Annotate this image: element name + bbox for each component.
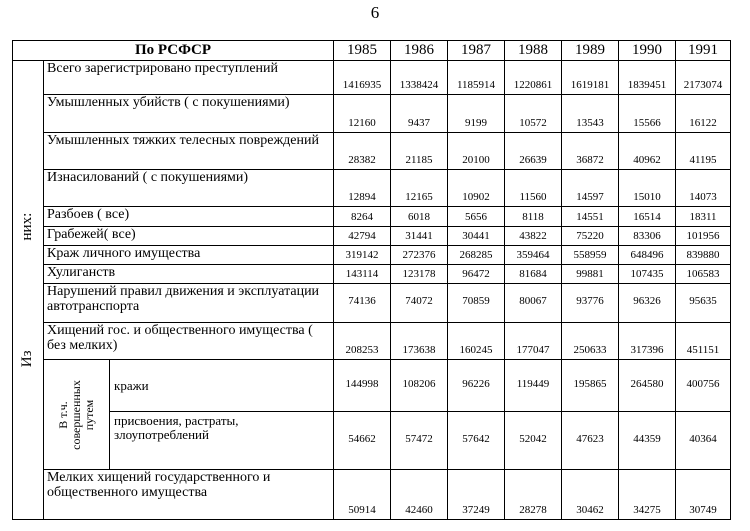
value-cell: 5656 xyxy=(448,207,505,227)
value-cell: 160245 xyxy=(448,323,505,360)
row-label: кражи xyxy=(110,360,334,412)
value-cell: 40364 xyxy=(676,412,731,470)
table-row-injuries xyxy=(13,133,731,170)
value-cell: 317396 xyxy=(619,323,676,360)
value-cell: 6018 xyxy=(391,207,448,227)
value-cell: 16122 xyxy=(676,95,731,133)
row-label: Грабежей( все) xyxy=(44,227,334,246)
value-cell: 12160 xyxy=(334,95,391,133)
value-cell: 21185 xyxy=(391,133,448,170)
value-cell: 14597 xyxy=(562,170,619,207)
row-label: Нарушений правил движения и эксплуатации автотранспорта xyxy=(44,284,334,323)
table-row-murders xyxy=(13,95,731,133)
value-cell: 37249 xyxy=(448,470,505,520)
value-cell: 8264 xyxy=(334,207,391,227)
row-label: присвоения, растраты, злоупотреблений xyxy=(110,412,334,470)
page-number: 6 xyxy=(370,3,380,22)
value-cell: 80067 xyxy=(505,284,562,323)
value-cell: 1338424 xyxy=(391,61,448,95)
value-cell: 43822 xyxy=(505,227,562,246)
subgroup-label-line: путем xyxy=(82,399,97,430)
year-header: 1988 xyxy=(505,41,562,61)
table-row-hooliganism xyxy=(13,265,731,284)
value-cell: 41195 xyxy=(676,133,731,170)
value-cell: 81684 xyxy=(505,265,562,284)
value-cell: 14073 xyxy=(676,170,731,207)
value-cell: 36872 xyxy=(562,133,619,170)
row-label: Умышленных убийств ( с покушениями) xyxy=(44,95,334,133)
value-cell: 57642 xyxy=(448,412,505,470)
value-cell: 50914 xyxy=(334,470,391,520)
table-row-petty-theft xyxy=(13,470,731,520)
value-cell: 119449 xyxy=(505,360,562,412)
value-cell: 9199 xyxy=(448,95,505,133)
value-cell: 1839451 xyxy=(619,61,676,95)
value-cell: 107435 xyxy=(619,265,676,284)
value-cell: 74072 xyxy=(391,284,448,323)
value-cell: 99881 xyxy=(562,265,619,284)
row-label: Мелких хищений государственного и общественного имущества xyxy=(44,470,334,520)
value-cell: 15010 xyxy=(619,170,676,207)
value-cell: 28278 xyxy=(505,470,562,520)
row-label: Краж личного имущества xyxy=(44,246,334,265)
value-cell: 319142 xyxy=(334,246,391,265)
value-cell: 20100 xyxy=(448,133,505,170)
value-cell: 9437 xyxy=(391,95,448,133)
value-cell: 558959 xyxy=(562,246,619,265)
header-row xyxy=(13,41,731,61)
year-header: 1986 xyxy=(391,41,448,61)
value-cell: 177047 xyxy=(505,323,562,360)
value-cell: 250633 xyxy=(562,323,619,360)
value-cell: 208253 xyxy=(334,323,391,360)
value-cell: 16514 xyxy=(619,207,676,227)
value-cell: 14551 xyxy=(562,207,619,227)
value-cell: 648496 xyxy=(619,246,676,265)
value-cell: 451151 xyxy=(676,323,731,360)
value-cell: 28382 xyxy=(334,133,391,170)
value-cell: 15566 xyxy=(619,95,676,133)
table-row-muggings xyxy=(13,227,731,246)
value-cell: 75220 xyxy=(562,227,619,246)
value-cell: 195865 xyxy=(562,360,619,412)
value-cell: 108206 xyxy=(391,360,448,412)
value-cell: 173638 xyxy=(391,323,448,360)
crime-statistics-table xyxy=(12,40,731,520)
value-cell: 44359 xyxy=(619,412,676,470)
value-cell: 123178 xyxy=(391,265,448,284)
table-row-rapes xyxy=(13,170,731,207)
value-cell: 42794 xyxy=(334,227,391,246)
value-cell: 144998 xyxy=(334,360,391,412)
row-label: Хулиганств xyxy=(44,265,334,284)
row-label: Всего зарегистрировано преступлений xyxy=(44,61,334,95)
table-row-robberies xyxy=(13,207,731,227)
year-header: 1990 xyxy=(619,41,676,61)
value-cell: 52042 xyxy=(505,412,562,470)
value-cell: 12894 xyxy=(334,170,391,207)
value-cell: 1416935 xyxy=(334,61,391,95)
value-cell: 40962 xyxy=(619,133,676,170)
year-header: 1985 xyxy=(334,41,391,61)
value-cell: 12165 xyxy=(391,170,448,207)
value-cell: 10572 xyxy=(505,95,562,133)
side-label xyxy=(20,213,36,368)
value-cell: 11560 xyxy=(505,170,562,207)
subgroup-label-line: совершенных xyxy=(68,379,83,450)
value-cell: 10902 xyxy=(448,170,505,207)
value-cell: 101956 xyxy=(676,227,731,246)
value-cell: 8118 xyxy=(505,207,562,227)
value-cell: 96226 xyxy=(448,360,505,412)
value-cell: 42460 xyxy=(391,470,448,520)
year-header: 1987 xyxy=(448,41,505,61)
row-label: Изнасилований ( с покушениями) xyxy=(44,170,334,207)
value-cell: 34275 xyxy=(619,470,676,520)
table-row-embezzlement-sub xyxy=(13,412,731,470)
value-cell: 83306 xyxy=(619,227,676,246)
subgroup-label xyxy=(57,380,97,450)
year-header: 1991 xyxy=(676,41,731,61)
value-cell: 272376 xyxy=(391,246,448,265)
table-row-thefts-sub xyxy=(13,360,731,412)
value-cell: 106583 xyxy=(676,265,731,284)
value-cell: 96326 xyxy=(619,284,676,323)
value-cell: 93776 xyxy=(562,284,619,323)
value-cell: 96472 xyxy=(448,265,505,284)
value-cell: 31441 xyxy=(391,227,448,246)
value-cell: 1185914 xyxy=(448,61,505,95)
value-cell: 400756 xyxy=(676,360,731,412)
value-cell: 70859 xyxy=(448,284,505,323)
value-cell: 30462 xyxy=(562,470,619,520)
value-cell: 74136 xyxy=(334,284,391,323)
value-cell: 57472 xyxy=(391,412,448,470)
value-cell: 30441 xyxy=(448,227,505,246)
subgroup-label-cell xyxy=(44,360,110,470)
row-label: Хищений гос. и общественного имущества ( без мелких) xyxy=(44,323,334,360)
side-label-part2: них: xyxy=(19,212,36,241)
value-cell: 268285 xyxy=(448,246,505,265)
subgroup-label-line: В т.ч. xyxy=(55,400,70,429)
value-cell: 1220861 xyxy=(505,61,562,95)
value-cell: 54662 xyxy=(334,412,391,470)
header-title: По РСФСР xyxy=(13,41,334,61)
value-cell: 30749 xyxy=(676,470,731,520)
table-row-theft-personal xyxy=(13,246,731,265)
value-cell: 95635 xyxy=(676,284,731,323)
side-label-cell xyxy=(13,61,44,520)
value-cell: 47623 xyxy=(562,412,619,470)
value-cell: 26639 xyxy=(505,133,562,170)
value-cell: 18311 xyxy=(676,207,731,227)
value-cell: 359464 xyxy=(505,246,562,265)
value-cell: 1619181 xyxy=(562,61,619,95)
row-label: Разбоев ( все) xyxy=(44,207,334,227)
side-label-part1: Из xyxy=(19,350,36,368)
year-header: 1989 xyxy=(562,41,619,61)
table-row-total xyxy=(13,61,731,95)
table-row-state-theft xyxy=(13,323,731,360)
row-label: Умышленных тяжких телесных повреждений xyxy=(44,133,334,170)
value-cell: 13543 xyxy=(562,95,619,133)
table-row-traffic xyxy=(13,284,731,323)
value-cell: 839880 xyxy=(676,246,731,265)
value-cell: 264580 xyxy=(619,360,676,412)
value-cell: 2173074 xyxy=(676,61,731,95)
value-cell: 143114 xyxy=(334,265,391,284)
